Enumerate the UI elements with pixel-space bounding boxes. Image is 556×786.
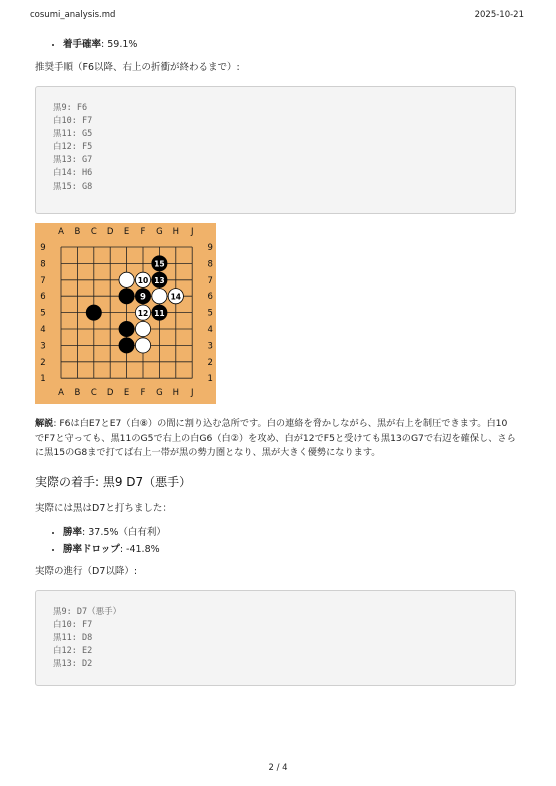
white-stone: [135, 321, 150, 336]
move-number-label: 9: [140, 292, 146, 303]
recommended-sequence-code: [35, 86, 516, 214]
actual-progress-heading: 実際の進行（D7以降）:: [35, 565, 138, 577]
move-number-label: 11: [154, 308, 165, 318]
explanation-label: 解説: [35, 418, 54, 429]
move-number-label: 13: [154, 276, 165, 285]
code-line: 白12: F5: [53, 142, 93, 153]
code-line: 白12: E2: [53, 645, 93, 656]
row-label: 5: [207, 308, 213, 319]
list-item: [63, 38, 516, 52]
row-label: 3: [207, 341, 213, 352]
document-date: 2025-10-21: [474, 10, 524, 20]
probability-list: [35, 38, 516, 52]
black-stone: [86, 305, 101, 320]
row-label: 5: [40, 308, 46, 319]
row-label: 9: [207, 243, 213, 253]
column-label: E: [123, 227, 130, 237]
row-label: 2: [207, 357, 213, 368]
move-number-label: 10: [137, 276, 149, 285]
black-stone: [119, 338, 134, 353]
code-line: 白10: F7: [53, 619, 93, 630]
code-line: 黒13: D2: [53, 658, 93, 669]
column-label: G: [156, 388, 163, 399]
row-label: 6: [40, 292, 46, 303]
column-label: G: [156, 227, 163, 237]
column-label: J: [190, 388, 194, 399]
bullet-label: 勝率: [63, 526, 83, 538]
bullet-label: 着手確率: [63, 39, 102, 50]
row-label: 2: [40, 357, 46, 368]
column-label: A: [58, 227, 64, 237]
column-label: F: [140, 388, 146, 399]
bullet-value: : 37.5%（白有利）: [82, 526, 166, 538]
column-label: B: [74, 388, 81, 399]
move-number-label: 15: [154, 259, 165, 269]
move-number-label: 12: [137, 308, 149, 318]
page-number: 2 / 4: [268, 763, 288, 773]
code-line: 黒11: D8: [53, 632, 93, 643]
move-number-label: 14: [170, 292, 182, 302]
explanation-text: : F6は白E7とE7（白⑧）の間に割り込む急所です。白の連絡を脅かしながら、黒が右上を制圧できます。白10でF7と守っても、黒11のG5で右上の白G6（白②）を攻め、白が12でF5と受けても黒13のG7で右辺を確保し、さらに黒15のG8まで打てば右上一帯が黒の勢力圏となり、黒が大きく優勢になります。: [35, 418, 516, 458]
actual-sequence-code: [35, 590, 516, 686]
code-line: 黒9: F6: [53, 103, 88, 113]
column-label: J: [190, 227, 194, 237]
black-stone: [119, 289, 134, 304]
row-label: 1: [207, 374, 213, 385]
board-background: [35, 223, 216, 404]
actual-intro: 実際には黒はD7と打ちました：: [35, 502, 172, 514]
code-line: 黒9: D7（悪手）: [53, 606, 122, 617]
code-line: 黒13: G7: [53, 155, 93, 166]
document-filename: cosumi_analysis.md: [30, 10, 116, 20]
white-stone: [135, 338, 150, 353]
black-stone: [119, 321, 134, 336]
white-stone: [152, 289, 167, 304]
list-item: [63, 543, 516, 557]
column-label: F: [140, 227, 146, 237]
row-label: 1: [40, 374, 46, 385]
code-line: 黒11: G5: [53, 129, 93, 140]
row-label: 4: [40, 325, 46, 335]
row-label: 8: [207, 259, 213, 270]
row-label: 9: [40, 243, 46, 253]
recommended-heading: 推奨手順（F6以降、右上の折衝が終わるまで）:: [35, 62, 240, 73]
row-label: 7: [207, 275, 213, 286]
bullet-value: : -41.8%: [119, 543, 160, 555]
code-line: 白10: F7: [53, 116, 93, 127]
bullet-value: : 59.1%: [101, 39, 138, 50]
go-board-diagram: [35, 223, 216, 404]
column-label: C: [90, 388, 97, 399]
row-label: 8: [40, 259, 46, 270]
actual-move-heading: 実際の着手: 黒9 D7（悪手）: [35, 474, 192, 489]
bullet-label: 勝率ドロップ: [63, 543, 120, 555]
row-label: 7: [40, 275, 46, 286]
column-label: D: [106, 227, 114, 237]
column-label: B: [74, 227, 81, 237]
column-label: H: [172, 227, 180, 237]
code-line: 白14: H6: [53, 168, 93, 179]
row-label: 4: [207, 325, 213, 335]
explanation-paragraph: [35, 417, 516, 461]
column-label: A: [58, 388, 64, 399]
column-label: D: [106, 388, 114, 399]
row-label: 6: [207, 292, 213, 303]
list-item: [63, 526, 516, 540]
column-label: C: [90, 227, 97, 237]
page-content: [35, 38, 516, 686]
column-label: E: [123, 388, 130, 399]
white-stone: [119, 272, 134, 287]
column-label: H: [172, 388, 180, 399]
row-label: 3: [40, 341, 46, 352]
code-line: 黒15: G8: [53, 181, 93, 192]
winrate-list: [35, 526, 516, 557]
